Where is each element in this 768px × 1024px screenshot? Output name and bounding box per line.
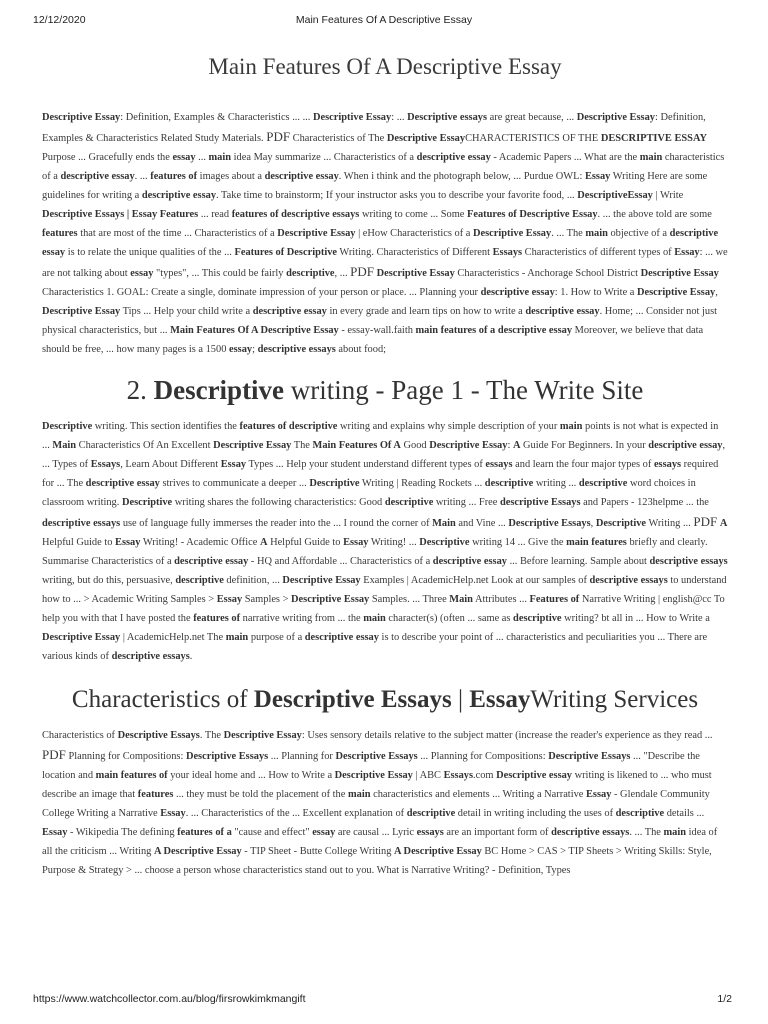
- bold-keyword: descriptive essay: [141, 190, 217, 201]
- bold-keyword: Descriptive Essay: [376, 268, 455, 279]
- text-run: ,: [590, 518, 596, 529]
- bold-keyword: features of descriptive essays: [231, 209, 360, 220]
- pdf-marker: PDF: [266, 129, 291, 144]
- bold-keyword: A Descriptive Essay: [394, 846, 482, 857]
- bold-keyword: descriptive essays: [257, 344, 336, 355]
- pdf-marker: PDF: [693, 514, 718, 529]
- text-run: are great because, ...: [487, 112, 577, 123]
- text-run: Helpful Guide to: [267, 537, 344, 548]
- bold-keyword: Essay: [584, 171, 611, 182]
- text-run: . ... the above told are some: [597, 209, 712, 220]
- text-run: Guide For Beginners. In your: [520, 440, 649, 451]
- bold-keyword: Descriptive Essay: [640, 268, 719, 279]
- bold-keyword: Descriptive Essay: [42, 306, 121, 317]
- bold-keyword: DESCRIPTIVE ESSAY: [600, 133, 708, 144]
- text-run: . When i think and the photograph below, ... Purdue OWL:: [338, 171, 585, 182]
- heading-part: writing - Page 1 - The Write Site: [284, 375, 644, 405]
- text-run: characteristics of a: [42, 152, 725, 182]
- bold-keyword: Descriptive Essays: [117, 730, 200, 741]
- bold-keyword: descriptive: [384, 497, 434, 508]
- text-run: Helpful Guide to: [42, 537, 116, 548]
- page-number: 1/2: [717, 993, 732, 1005]
- bold-keyword: Descriptive Essays: [508, 518, 591, 529]
- text-run: that are most of the time ... Characteristics of a: [77, 228, 278, 239]
- text-run: Samples >: [242, 594, 292, 605]
- bold-keyword: Essay: [115, 537, 141, 548]
- bold-keyword: main: [639, 152, 663, 163]
- bold-keyword: Essay: [216, 594, 243, 605]
- text-run: - HQ and Affordable ... Characteristics of a: [248, 556, 433, 567]
- text-run: .com: [473, 770, 497, 781]
- bold-keyword: descriptive essays: [649, 556, 728, 567]
- text-run: | AcademicHelp.net The: [120, 632, 226, 643]
- bold-keyword: main features: [566, 537, 627, 548]
- bold-keyword: descriptive: [615, 808, 665, 819]
- bold-keyword: Descriptive essay: [496, 770, 572, 781]
- text-run: : ...: [391, 112, 408, 123]
- document-body: [42, 50, 728, 880]
- text-run: . The: [199, 730, 224, 741]
- text-run: and learn the four major types of: [512, 459, 654, 470]
- bold-keyword: features of: [150, 171, 198, 182]
- bold-keyword: Descriptive Essay: [282, 575, 361, 586]
- bold-keyword: Descriptive Essays: [185, 751, 269, 762]
- text-run: Types ... Help your student understand different types of: [246, 459, 486, 470]
- bold-keyword: main features of: [95, 770, 168, 781]
- text-run: ... Before learning. Sample about: [506, 556, 650, 567]
- bold-keyword: A: [259, 537, 268, 548]
- paragraph: [42, 726, 728, 880]
- text-run: writing 14 ... Give the: [469, 537, 567, 548]
- bold-keyword: Descriptive Essay: [42, 112, 121, 123]
- bold-keyword: Descriptive Essay: [277, 228, 356, 239]
- text-run: objective of a: [607, 228, 670, 239]
- bold-keyword: descriptive: [484, 478, 534, 489]
- text-run: ;: [252, 344, 258, 355]
- bold-keyword: Descriptive Essay: [213, 440, 292, 451]
- text-run: ... they must be told the placement of the: [173, 789, 348, 800]
- text-run: Characteristics of The: [290, 133, 387, 144]
- bold-keyword: A Descriptive Essay: [153, 846, 242, 857]
- bold-keyword: features: [42, 228, 78, 239]
- text-run: and Vine ...: [455, 518, 509, 529]
- text-run: - Wikipedia The defining: [67, 827, 178, 838]
- print-footer-url: https://www.watchcollector.com.au/blog/firsrowkimkmangift: [33, 993, 306, 1005]
- text-run: Writing! ...: [368, 537, 420, 548]
- bold-keyword: Essay: [42, 827, 68, 838]
- text-run: Narrative Writing | english@cc To help you with that I have posted the: [42, 594, 725, 624]
- text-run: Characteristics Of An Excellent: [76, 440, 214, 451]
- bold-keyword: Descriptive: [309, 478, 360, 489]
- text-run: about food;: [335, 344, 387, 355]
- text-run: . ...: [134, 171, 151, 182]
- pdf-marker: PDF: [42, 747, 66, 762]
- bold-keyword: essays: [416, 827, 444, 838]
- text-run: ... read: [198, 209, 232, 220]
- text-run: ...: [195, 152, 209, 163]
- bold-keyword: descriptive essay: [42, 228, 719, 258]
- text-run: images about a: [197, 171, 265, 182]
- heading-part: |: [451, 686, 470, 713]
- text-run: Attributes ...: [472, 594, 530, 605]
- text-run: points is not what is expected in ...: [42, 421, 719, 451]
- bold-keyword: main features of a descriptive essay: [415, 325, 573, 336]
- bold-keyword: Features of Descriptive: [234, 247, 338, 258]
- text-run: BC Home > CAS > TIP Sheets > Writing Skills: Style, Purpose & Strategy > ... choose a person whose characteristics stand out to you. What is Narrative Writing? - Definition, Types: [42, 846, 712, 876]
- text-run: - TIP Sheet - Butte College Writing: [241, 846, 395, 857]
- print-header-title: Main Features Of A Descriptive Essay: [295, 14, 473, 26]
- bold-keyword: descriptive: [513, 613, 562, 624]
- heading-bold-part: Essay: [469, 686, 531, 713]
- paragraph: [42, 417, 728, 666]
- text-run: writing to come ... Some: [359, 209, 467, 220]
- bold-keyword: Main: [449, 594, 473, 605]
- text-run: are an important form of: [443, 827, 552, 838]
- bold-keyword: essay: [229, 344, 253, 355]
- text-run: .: [189, 651, 193, 662]
- text-run: writing. This section identifies the: [92, 421, 240, 432]
- bold-keyword: features: [137, 789, 174, 800]
- text-run: use of language fully immerses the reader into the ... I round the corner of: [120, 518, 433, 529]
- bold-keyword: Descriptive Essay: [334, 770, 413, 781]
- bold-keyword: descriptive: [406, 808, 456, 819]
- text-run: Planning for Compositions:: [65, 751, 186, 762]
- bold-keyword: Features of Descriptive Essay: [467, 209, 598, 220]
- bold-keyword: Essay: [585, 789, 612, 800]
- bold-keyword: Essays: [90, 459, 121, 470]
- text-run: , ... Types of: [42, 440, 726, 470]
- bold-keyword: essays: [485, 459, 513, 470]
- text-run: Characteristics of: [42, 730, 118, 741]
- text-run: : ... we are not talking about: [42, 247, 728, 279]
- heading-bold-part: Descriptive: [153, 375, 285, 405]
- bold-keyword: descriptive: [175, 575, 224, 586]
- bold-keyword: Descriptive Essays: [548, 751, 631, 762]
- text-run: Writing ...: [646, 518, 694, 529]
- bold-keyword: Descriptive Essay: [291, 594, 370, 605]
- bold-keyword: descriptive essay: [252, 306, 327, 317]
- bold-keyword: Descriptive Essays: [335, 751, 418, 762]
- text-run: | Write: [652, 190, 684, 201]
- bold-keyword: Descriptive Essay: [386, 133, 466, 144]
- section-heading: [42, 373, 728, 407]
- bold-keyword: descriptive essay: [648, 440, 723, 451]
- bold-keyword: main: [663, 827, 687, 838]
- text-run: : Definition, Examples & Characteristics ... ...: [120, 112, 313, 123]
- text-run: Characteristics - Anchorage School District: [454, 268, 641, 279]
- text-run: writing ... Free: [433, 497, 500, 508]
- text-run: Writing Here are some guidelines for writing a: [42, 171, 708, 201]
- text-run: :: [507, 440, 513, 451]
- text-run: word choices in classroom writing.: [42, 478, 696, 508]
- print-date: 12/12/2020: [33, 14, 86, 26]
- bold-keyword: Descriptive: [42, 421, 93, 432]
- bold-keyword: Descriptive Essay: [576, 112, 655, 123]
- bold-keyword: main: [347, 789, 371, 800]
- text-run: detail in writing including the uses of: [455, 808, 616, 819]
- text-run: Good: [400, 440, 430, 451]
- text-run: Examples | AcademicHelp.net Look at our samples of: [360, 575, 590, 586]
- bold-keyword: descriptive essay: [525, 306, 600, 317]
- text-run: writing, but do this, persuasive,: [42, 575, 176, 586]
- text-run: characteristics and elements ... Writing a Narrative: [370, 789, 586, 800]
- heading-bold-part: Descriptive Essays: [253, 686, 452, 713]
- bold-keyword: descriptive essay: [480, 287, 555, 298]
- text-run: ... "Describe the location and: [42, 751, 700, 781]
- bold-keyword: main: [585, 228, 608, 239]
- bold-keyword: descriptive: [578, 478, 628, 489]
- bold-keyword: essays: [653, 459, 682, 470]
- text-run: is to describe your point of ... characteristics and peculiarities you ... There are various kinds of: [42, 632, 708, 662]
- bold-keyword: Descriptive Essay: [312, 112, 392, 123]
- text-run: CHARACTERISTICS OF THE: [465, 133, 601, 144]
- paragraph: [42, 108, 728, 359]
- text-run: Samples. ... Three: [369, 594, 450, 605]
- bold-keyword: descriptive Essays: [499, 497, 581, 508]
- text-run: "types", ... This could be fairly: [153, 268, 287, 279]
- bold-keyword: Main: [432, 518, 456, 529]
- text-run: and Papers - 123helpme ... the: [580, 497, 709, 508]
- text-run: - essay-wall.faith: [338, 325, 416, 336]
- text-run: Purpose ... Gracefully ends the: [42, 152, 173, 163]
- bold-keyword: descriptive essay: [432, 556, 507, 567]
- text-run: . Home; ... Consider not just physical characteristics, but ...: [42, 306, 718, 336]
- bold-keyword: features of a: [177, 827, 232, 838]
- bold-keyword: Descriptive: [595, 518, 647, 529]
- text-run: Characteristics 1. GOAL: Create a single, dominate impression of your person or place. ... Planning your: [42, 287, 481, 298]
- text-run: definition, ...: [223, 575, 283, 586]
- bold-keyword: Essays: [443, 770, 474, 781]
- text-run: | eHow Characteristics of a: [355, 228, 473, 239]
- bold-keyword: descriptive essay: [60, 171, 135, 182]
- bold-keyword: A: [512, 440, 521, 451]
- bold-keyword: descriptive essays: [111, 651, 190, 662]
- bold-keyword: descriptive essay: [264, 171, 339, 182]
- text-run: ... Planning for Compositions:: [417, 751, 549, 762]
- text-run: narrative writing from ... the: [240, 613, 364, 624]
- bold-keyword: essay: [312, 827, 336, 838]
- bold-keyword: features of: [193, 613, 241, 624]
- page-title: Main Features Of A Descriptive Essay: [208, 54, 562, 79]
- text-run: details ...: [664, 808, 705, 819]
- bold-keyword: Main Features Of A Descriptive Essay: [170, 325, 339, 336]
- bold-keyword: main: [363, 613, 386, 624]
- bold-keyword: descriptive essay: [85, 478, 160, 489]
- bold-keyword: main: [225, 632, 249, 643]
- text-run: required for ... The: [42, 459, 719, 489]
- text-run: is to relate the unique qualities of the ...: [65, 247, 235, 258]
- text-run: character(s) (often ... same as: [385, 613, 514, 624]
- bold-keyword: Essay: [220, 459, 247, 470]
- text-run: ... Planning for: [268, 751, 336, 762]
- text-run: briefly and clearly. Summarise Characteristics of a: [42, 537, 708, 567]
- bold-keyword: main: [208, 152, 232, 163]
- text-run: . ... The: [629, 827, 664, 838]
- bold-keyword: essay: [130, 268, 154, 279]
- bold-keyword: descriptive essay: [416, 152, 491, 163]
- bold-keyword: descriptive essays: [589, 575, 668, 586]
- heading-part: 2.: [126, 375, 154, 405]
- bold-keyword: Essays: [492, 247, 523, 258]
- text-run: Tips ... Help your child write a: [120, 306, 253, 317]
- text-run: writing is likened to ... who must describe an image that: [42, 770, 712, 800]
- text-run: strives to communicate a deeper ...: [159, 478, 310, 489]
- bold-keyword: Features of: [529, 594, 580, 605]
- text-run: are causal ... Lyric: [335, 827, 417, 838]
- bold-keyword: Descriptive Essay: [223, 730, 302, 741]
- bold-keyword: main: [559, 421, 583, 432]
- bold-keyword: descriptive essays: [42, 518, 121, 529]
- bold-keyword: Main Features Of A: [312, 440, 401, 451]
- text-run: ,: [715, 287, 718, 298]
- bold-keyword: Descriptive Essay: [42, 632, 121, 643]
- text-run: The: [291, 440, 313, 451]
- bold-keyword: features of descriptive: [239, 421, 338, 432]
- text-run: : Uses sensory details relative to the subject matter (increase the reader's experience as they read ...: [301, 730, 713, 741]
- text-run: idea May summarize ... Characteristics of a: [231, 152, 417, 163]
- text-run: Moreover, we believe that data should be free, ... how many pages is a 1500: [42, 325, 704, 355]
- bold-keyword: descriptive essay: [174, 556, 249, 567]
- text-run: your ideal home and ... How to Write a: [167, 770, 335, 781]
- text-run: Writing! - Academic Office: [140, 537, 260, 548]
- bold-keyword: descriptive essays: [551, 827, 630, 838]
- text-run: - Glendale Community College Writing a Narrative: [42, 789, 710, 819]
- bold-keyword: DescriptiveEssay: [577, 190, 653, 201]
- bold-keyword: A: [719, 518, 728, 529]
- text-run: Writing | Reading Rockets ...: [359, 478, 485, 489]
- text-run: in every grade and learn tips on how to write a: [326, 306, 526, 317]
- bold-keyword: Descriptive Essay: [637, 287, 716, 298]
- text-run: - Academic Papers ... What are the: [490, 152, 640, 163]
- text-run: , Learn About Different: [120, 459, 221, 470]
- bold-keyword: Essay: [674, 247, 700, 258]
- text-run: . ... The: [551, 228, 586, 239]
- text-run: writing and explains why simple description of your: [337, 421, 560, 432]
- text-run: writing? bt all in ... How to Write a: [561, 613, 710, 624]
- text-run: writing shares the following characteristics: Good: [172, 497, 385, 508]
- bold-keyword: Descriptive Essay: [429, 440, 508, 451]
- heading-part: Characteristics of: [71, 686, 254, 713]
- text-run: writing ...: [533, 478, 579, 489]
- bold-keyword: descriptive: [286, 268, 335, 279]
- text-run: "cause and effect": [231, 827, 313, 838]
- bold-keyword: Essay: [160, 808, 186, 819]
- text-run: : 1. How to Write a: [554, 287, 637, 298]
- bold-keyword: Descriptive: [121, 497, 173, 508]
- section-heading: [42, 684, 728, 716]
- text-run: : Definition, Examples & Characteristics Related Study Materials.: [42, 112, 706, 144]
- text-run: Writing. Characteristics of Different: [337, 247, 493, 258]
- text-run: idea of all the criticism ... Writing: [42, 827, 718, 857]
- text-run: . Take time to brainstorm; If your instructor asks you to describe your favorite food, ...: [216, 190, 578, 201]
- pdf-marker: PDF: [350, 264, 374, 279]
- text-run: . ... Characteristics of the ... Excellent explanation of: [185, 808, 407, 819]
- bold-keyword: Essay: [343, 537, 369, 548]
- bold-keyword: Descriptive: [419, 537, 470, 548]
- heading-part: Writing Services: [530, 686, 699, 713]
- text-run: Characteristics of different types of: [522, 247, 675, 258]
- bold-keyword: Main: [52, 440, 77, 451]
- bold-keyword: Descriptive Essay: [472, 228, 552, 239]
- bold-keyword: Descriptive essays: [407, 112, 488, 123]
- bold-keyword: Descriptive Essays | Essay Features: [42, 209, 199, 220]
- text-run: purpose of a: [248, 632, 305, 643]
- text-run: | ABC: [412, 770, 444, 781]
- bold-keyword: descriptive essay: [304, 632, 379, 643]
- bold-keyword: essay: [172, 152, 196, 163]
- text-run: to understand how to ... > Academic Writing Samples >: [42, 575, 727, 605]
- text-run: , ...: [334, 268, 351, 279]
